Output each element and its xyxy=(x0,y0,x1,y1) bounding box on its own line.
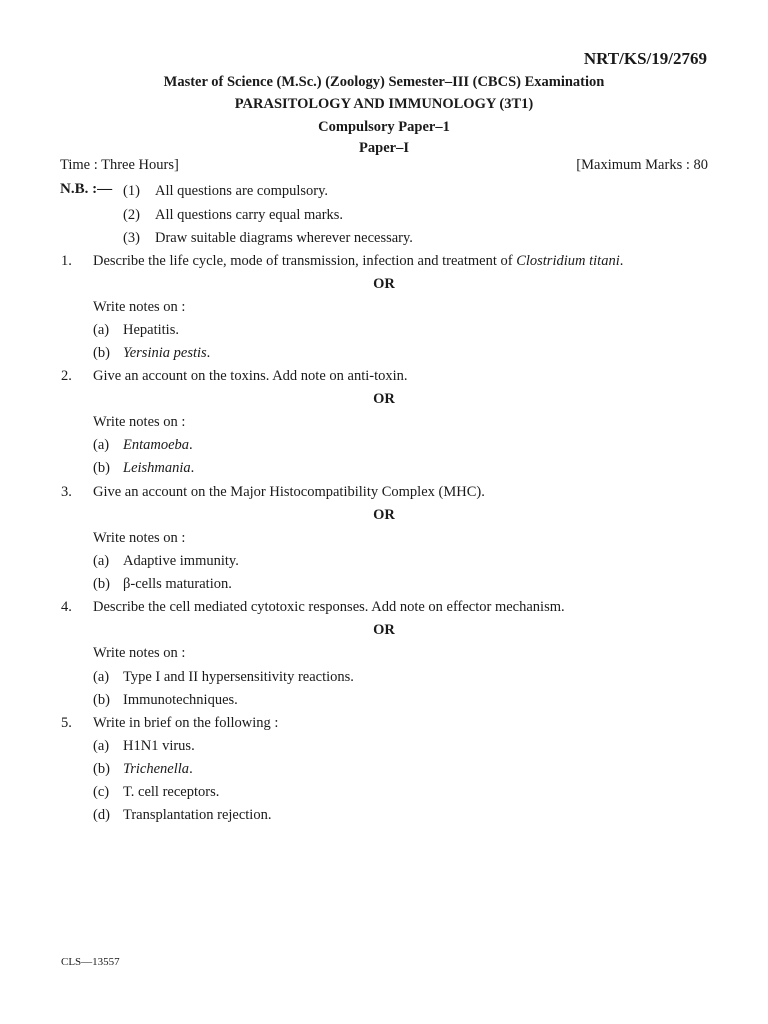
paper-code: NRT/KS/19/2769 xyxy=(583,49,707,68)
sub-item: (a) H1N1 virus. xyxy=(93,738,195,754)
paper-number: Paper–I xyxy=(359,140,409,156)
compulsory-paper: Compulsory Paper–1 xyxy=(318,119,450,135)
question-text: Write in brief on the following : xyxy=(93,715,279,731)
question-text: Give an account on the toxins. Add note on anti-toxin. xyxy=(93,368,408,384)
sub-item: (d) Transplantation rejection. xyxy=(93,807,272,823)
nb-label: N.B. :— xyxy=(60,181,113,197)
question-text: Give an account on the Major Histocompatibility Complex (MHC). xyxy=(93,484,485,500)
sub-item: (b) Yersinia pestis. xyxy=(93,345,211,361)
write-notes-label: Write notes on : xyxy=(93,299,186,315)
exam-title: Master of Science (M.Sc.) (Zoology) Semester–III (CBCS) Examination xyxy=(163,74,605,90)
sub-item: (b) β-cells maturation. xyxy=(93,576,232,592)
question-number: 5. xyxy=(61,715,72,731)
question-text: Describe the life cycle, mode of transmission, infection and treatment of Clostridium titani. xyxy=(93,253,624,269)
or-divider: OR xyxy=(373,276,395,292)
question-number: 3. xyxy=(61,484,72,500)
sub-item: (c) T. cell receptors. xyxy=(93,784,220,800)
nb-item: (1) All questions are compulsory. xyxy=(123,183,329,199)
sub-item: (b) Trichenella. xyxy=(93,761,193,777)
or-divider: OR xyxy=(373,507,395,523)
question-number: 4. xyxy=(61,599,72,615)
question-number: 1. xyxy=(61,253,72,269)
time-label: Time : Three Hours] xyxy=(60,157,179,173)
write-notes-label: Write notes on : xyxy=(93,645,186,661)
or-divider: OR xyxy=(373,391,395,407)
write-notes-label: Write notes on : xyxy=(93,530,186,546)
subject-title: PARASITOLOGY AND IMMUNOLOGY (3T1) xyxy=(234,96,534,112)
sub-item: (b) Immunotechniques. xyxy=(93,692,238,708)
or-divider: OR xyxy=(373,622,395,638)
sub-item: (a) Entamoeba. xyxy=(93,437,193,453)
sub-item: (a) Adaptive immunity. xyxy=(93,553,239,569)
question-number: 2. xyxy=(61,368,72,384)
nb-item: (2) All questions carry equal marks. xyxy=(123,207,344,223)
nb-item: (3) Draw suitable diagrams wherever necessary. xyxy=(123,230,413,246)
footer-code: CLS—13557 xyxy=(61,956,120,968)
sub-item: (b) Leishmania. xyxy=(93,460,195,476)
sub-item: (a) Hepatitis. xyxy=(93,322,179,338)
question-text: Describe the cell mediated cytotoxic responses. Add note on effector mechanism. xyxy=(93,599,565,615)
sub-item: (a) Type I and II hypersensitivity reactions. xyxy=(93,669,354,685)
max-marks: [Maximum Marks : 80 xyxy=(576,157,708,173)
write-notes-label: Write notes on : xyxy=(93,414,186,430)
